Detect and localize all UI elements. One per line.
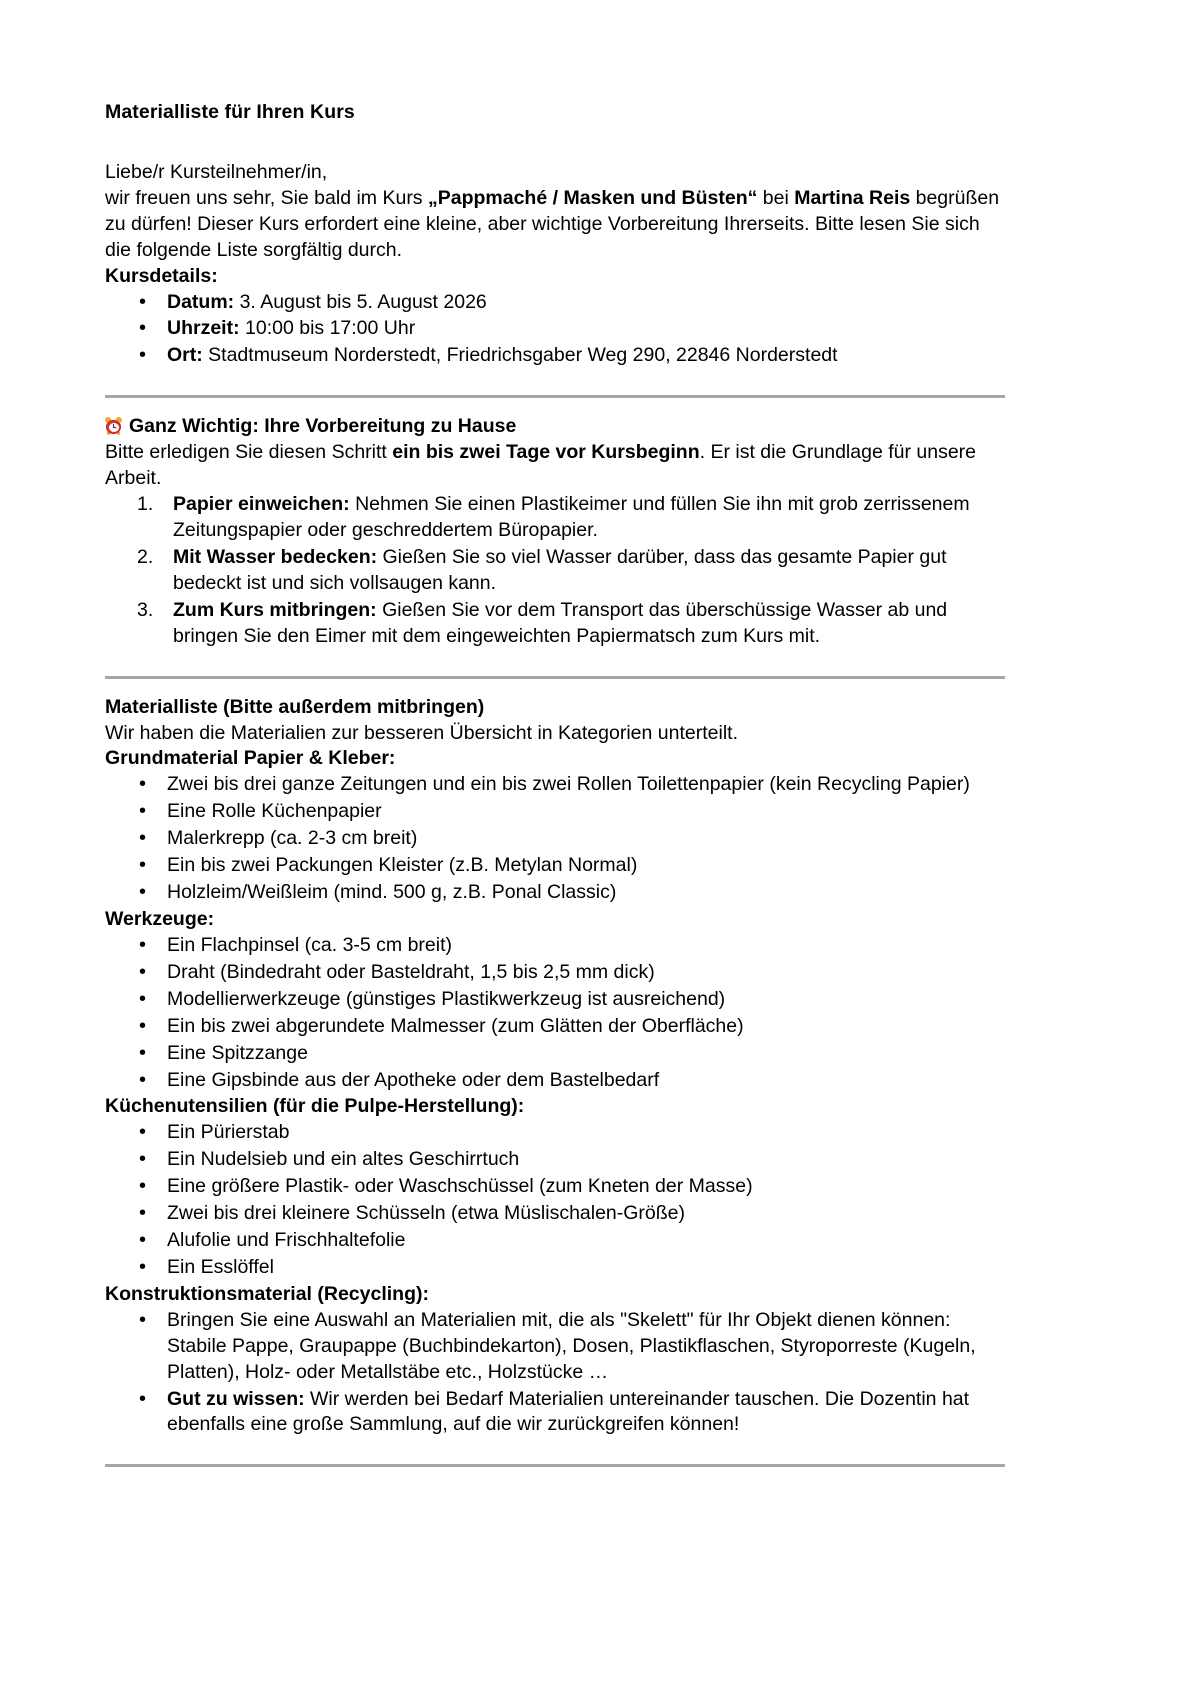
list-item: • Eine Rolle Küchenpapier (167, 799, 1005, 825)
list-item: • Ein bis zwei Packungen Kleister (z.B. Metylan Normal) (167, 853, 1005, 879)
step-label-1: Papier einweichen: (173, 493, 350, 516)
course-name: „Pappmaché / Masken und Büsten“ (427, 186, 758, 209)
detail-label-datum: Datum: (167, 290, 235, 313)
note-label-gut-zu-wissen: Gut zu wissen: (167, 1387, 305, 1410)
section-divider-3 (105, 1464, 1005, 1467)
intro-text-1: wir freuen uns sehr, Sie bald im Kurs (105, 186, 428, 209)
list-item (173, 545, 1005, 597)
preparation-steps-list (105, 492, 1005, 650)
section-divider-1 (105, 395, 1005, 398)
detail-value-ort: Stadtmuseum Norderstedt, Friedrichsgaber Weg 290, 22846 Norderstedt (202, 344, 838, 367)
intro-text-3: begrüßen zu dürfen! Dieser Kurs erfordert eine kleine, aber wichtige Vorbereitung Ihrerseits. Bitte lesen Sie sich die folgende Liste sorgfältig durch. (105, 186, 1000, 261)
list-item (173, 598, 1005, 650)
note-text-gut-zu-wissen: Wir werden bei Bedarf Materialien untereinander tauschen. Die Dozentin hat ebenfalls eine große Sammlung, auf die wir zurückgreifen können! (167, 1387, 970, 1436)
course-details-list (105, 290, 1005, 370)
section-divider-2 (105, 676, 1005, 679)
alarm-clock-icon (105, 417, 122, 434)
preparation-lead-1: Bitte erledigen Sie diesen Schritt (105, 441, 393, 464)
category-heading-werkzeuge: Werkzeuge: (105, 907, 215, 930)
list-item: • Holzleim/Weißleim (mind. 500 g, z.B. Ponal Classic) (167, 880, 1005, 906)
category-list-kuechenutensilien (105, 1120, 1005, 1281)
materials-heading: Materialliste (Bitte außerdem mitbringen) (105, 695, 485, 718)
intro-paragraph (105, 186, 1005, 264)
preparation-heading (105, 414, 1005, 440)
list-item: • Malerkrepp (ca. 2-3 cm breit) (167, 826, 1005, 852)
salutation-line: Liebe/r Kursteilnehmer/in, (105, 160, 328, 183)
category-list-grundmaterial (105, 772, 1005, 906)
preparation-lead-bold: ein bis zwei Tage vor Kursbeginn (392, 441, 700, 464)
list-item: • Eine Spitzzange (167, 1041, 1005, 1067)
category-list-werkzeuge (105, 933, 1005, 1094)
step-text-2: Gießen Sie so viel Wasser darüber, dass das gesamte Papier gut bedeckt ist und sich vollsaugen kann. (173, 545, 947, 594)
course-details-heading: Kursdetails: (105, 264, 218, 287)
preparation-heading-text: Ganz Wichtig: Ihre Vorbereitung zu Hause (129, 415, 517, 438)
step-label-3: Zum Kurs mitbringen: (173, 598, 377, 621)
page-title: Materialliste für Ihren Kurs (105, 101, 355, 123)
detail-label-uhrzeit: Uhrzeit: (167, 317, 240, 340)
step-text-3: Gießen Sie vor dem Transport das überschüssige Wasser ab und bringen Sie den Eimer mit dem eingeweichten Papiermatsch zum Kurs mit. (173, 598, 948, 647)
list-item: • Eine größere Plastik- oder Waschschüssel (zum Kneten der Masse) (167, 1174, 1005, 1200)
detail-value-datum: 3. August bis 5. August 2026 (234, 290, 487, 313)
preparation-lead-2: . Er ist die Grundlage für unsere Arbeit. (105, 441, 977, 490)
materials-intro: Wir haben die Materialien zur besseren Übersicht in Kategorien unterteilt. (105, 721, 738, 744)
detail-value-uhrzeit: 10:00 bis 17:00 Uhr (239, 317, 416, 340)
list-item (167, 343, 1005, 369)
list-item: • Bringen Sie eine Auswahl an Materialien mit, die als "Skelett" für Ihr Objekt dienen können: Stabile Pappe, Graupappe (Buchbindekarton), Dosen, Plastikflaschen, Styroporreste (Kugeln, Platten), Holz- oder Metallstäbe etc., Holzstücke … (167, 1308, 1005, 1386)
list-item (167, 290, 1005, 316)
list-item: • Alufolie und Frischhaltefolie (167, 1228, 1005, 1254)
category-heading-konstruktionsmaterial: Konstruktionsmaterial (Recycling): (105, 1282, 429, 1305)
list-item (167, 1387, 1005, 1439)
list-item (173, 492, 1005, 544)
list-item (167, 316, 1005, 342)
category-heading-kuechenutensilien: Küchenutensilien (für die Pulpe-Herstellung): (105, 1095, 525, 1118)
list-item: • Ein Nudelsieb und ein altes Geschirrtuch (167, 1147, 1005, 1173)
intro-text-2: bei (757, 186, 795, 209)
list-item: • Ein bis zwei abgerundete Malmesser (zum Glätten der Oberfläche) (167, 1014, 1005, 1040)
detail-label-ort: Ort: (167, 344, 203, 367)
list-item: • Draht (Bindedraht oder Basteldraht, 1,5 bis 2,5 mm dick) (167, 960, 1005, 986)
list-item: • Ein Flachpinsel (ca. 3-5 cm breit) (167, 933, 1005, 959)
document-body (105, 100, 1005, 1467)
step-text-1: Nehmen Sie einen Plastikeimer und füllen Sie ihn mit grob zerrissenem Zeitungspapier oder geschreddertem Büropapier. (173, 493, 970, 541)
list-item: • Zwei bis drei kleinere Schüsseln (etwa Müslischalen-Größe) (167, 1201, 1005, 1227)
step-label-2: Mit Wasser bedecken: (173, 545, 378, 568)
list-item: • Modellierwerkzeuge (günstiges Plastikwerkzeug ist ausreichend) (167, 987, 1005, 1013)
list-item: • Ein Esslöffel (167, 1255, 1005, 1281)
list-item: • Ein Pürierstab (167, 1120, 1005, 1146)
teacher-name: Martina Reis (794, 186, 911, 209)
category-list-konstruktionsmaterial (105, 1308, 1005, 1439)
list-item: • Eine Gipsbinde aus der Apotheke oder dem Bastelbedarf (167, 1068, 1005, 1094)
preparation-lead (105, 440, 1005, 492)
category-heading-grundmaterial: Grundmaterial Papier & Kleber: (105, 747, 396, 770)
list-item: • Zwei bis drei ganze Zeitungen und ein bis zwei Rollen Toilettenpapier (kein Recycling Papier) (167, 772, 1005, 798)
